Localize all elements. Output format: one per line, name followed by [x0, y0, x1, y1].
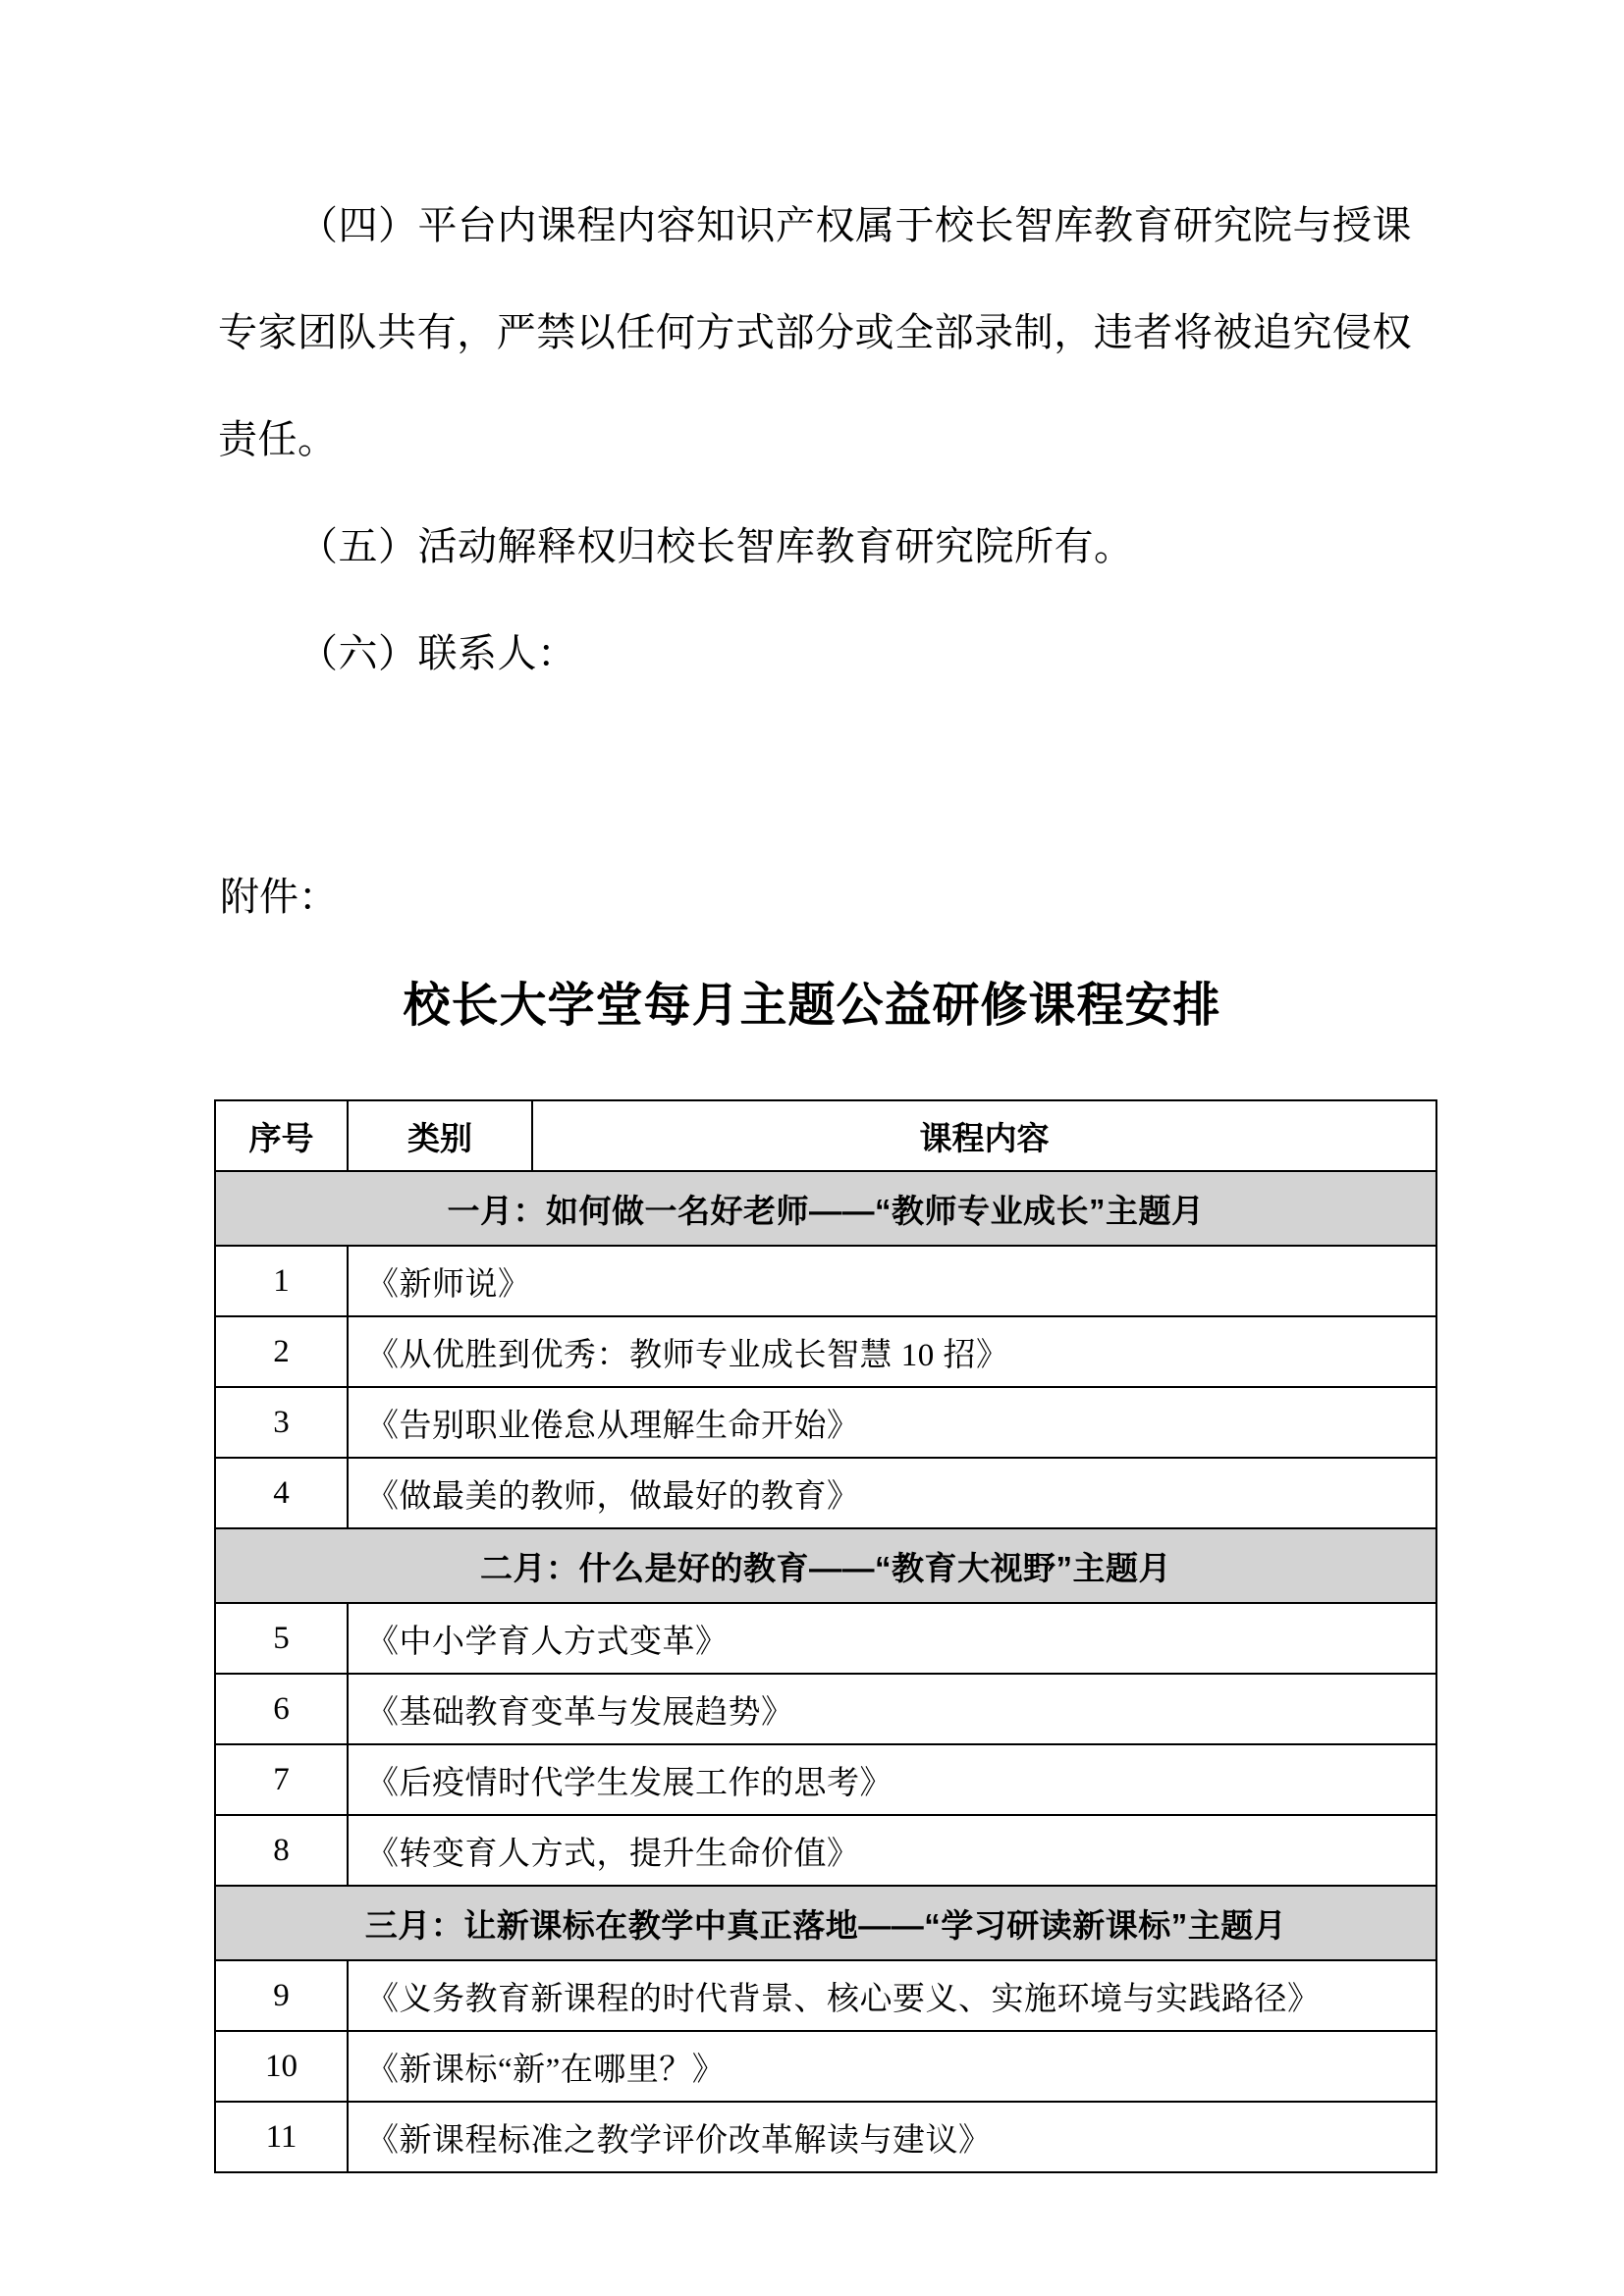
paragraph-item-4: （四）平台内课程内容知识产权属于校长智库教育研究院与授课专家团队共有，严禁以任何方式部分或全部录制，违者将被追究侵权责任。 [218, 203, 1412, 461]
course-title-cell: 《做最美的教师，做最好的教育》 [348, 1458, 1436, 1528]
month-section-row-3 [215, 1886, 1436, 1960]
course-row [215, 1316, 1436, 1387]
course-title-cell: 《义务教育新课程的时代背景、核心要义、实施环境与实践路径》 [348, 1960, 1436, 2031]
course-title-cell: 《新师说》 [348, 1246, 1436, 1316]
course-row-number: 5 [215, 1603, 348, 1674]
course-title-cell: 《新课标“新”在哪里？》 [348, 2031, 1436, 2102]
course-row-number: 8 [215, 1815, 348, 1886]
attachment-label: 附件： [220, 875, 338, 919]
header-cell-course-content: 课程内容 [532, 1100, 1436, 1171]
course-row [215, 1246, 1436, 1316]
month-section-title: 三月：让新课标在教学中真正落地——“学习研读新课标”主题月 [215, 1886, 1436, 1960]
month-section-title: 二月：什么是好的教育——“教育大视野”主题月 [215, 1528, 1436, 1603]
header-cell-category: 类别 [348, 1100, 532, 1171]
course-row-number: 9 [215, 1960, 348, 2031]
table-header-row [215, 1100, 1436, 1171]
course-row [215, 1674, 1436, 1744]
course-title-cell: 《中小学育人方式变革》 [348, 1603, 1436, 1674]
course-row-number: 7 [215, 1744, 348, 1815]
schedule-title: 校长大学堂每月主题公益研修课程安排 [403, 980, 1221, 1032]
paragraph-item-6: （六）联系人： [298, 631, 577, 675]
course-row [215, 1458, 1436, 1528]
header-cell-number: 序号 [215, 1100, 348, 1171]
course-row [215, 1387, 1436, 1458]
course-row-number: 1 [215, 1246, 348, 1316]
course-row-number: 11 [215, 2102, 348, 2172]
course-row [215, 1603, 1436, 1674]
course-title-cell: 《告别职业倦怠从理解生命开始》 [348, 1387, 1436, 1458]
course-row-number: 3 [215, 1387, 348, 1458]
course-row-number: 2 [215, 1316, 348, 1387]
course-row [215, 2031, 1436, 2102]
course-row-number: 6 [215, 1674, 348, 1744]
course-row-number: 4 [215, 1458, 348, 1528]
course-title-cell: 《后疫情时代学生发展工作的思考》 [348, 1744, 1436, 1815]
course-row-number: 10 [215, 2031, 348, 2102]
course-row [215, 1960, 1436, 2031]
month-section-title: 一月：如何做一名好老师——“教师专业成长”主题月 [215, 1171, 1436, 1246]
course-title-cell: 《从优胜到优秀：教师专业成长智慧 10 招》 [348, 1316, 1436, 1387]
month-section-row-2 [215, 1528, 1436, 1603]
course-title-cell: 《基础教育变革与发展趋势》 [348, 1674, 1436, 1744]
course-title-cell: 《新课程标准之教学评价改革解读与建议》 [348, 2102, 1436, 2172]
body-text [218, 172, 1412, 707]
course-schedule-table [214, 1099, 1437, 2173]
month-section-row-1 [215, 1171, 1436, 1246]
paragraph-item-5: （五）活动解释权归校长智库教育研究院所有。 [298, 524, 1134, 568]
course-row [215, 2102, 1436, 2172]
course-row [215, 1744, 1436, 1815]
course-row [215, 1815, 1436, 1886]
course-title-cell: 《转变育人方式，提升生命价值》 [348, 1815, 1436, 1886]
